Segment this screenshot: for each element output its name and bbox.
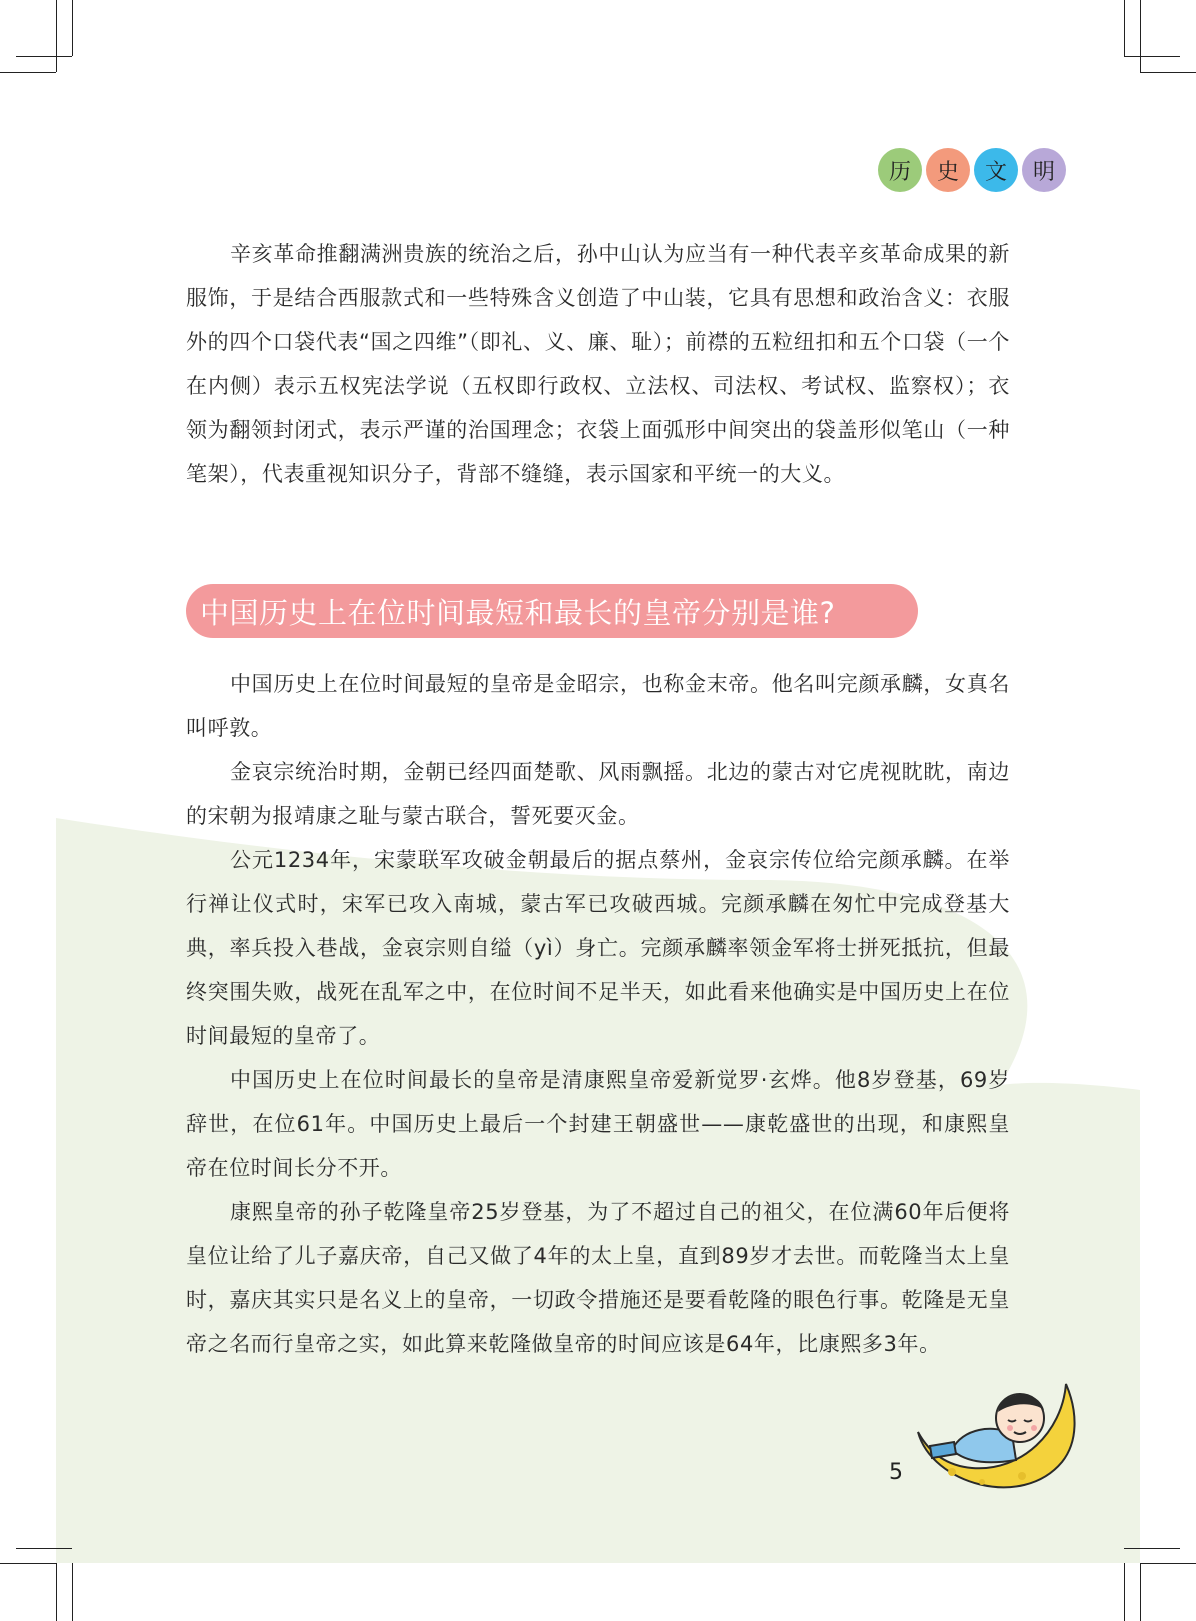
body-paragraph: 金哀宗统治时期，金朝已经四面楚歌、风雨飘摇。北边的蒙古对它虎视眈眈，南边的宋朝为报靖康之耻与蒙古联合，誓死要灭金。 — [186, 760, 1010, 828]
crop-mark — [72, 1563, 73, 1621]
crop-mark — [0, 72, 56, 73]
crop-mark — [72, 0, 73, 56]
crop-mark — [1140, 0, 1141, 72]
crop-mark — [56, 0, 57, 72]
crop-mark — [1124, 1563, 1125, 1621]
badge-shi: 史 — [926, 148, 970, 192]
crop-mark — [16, 1548, 72, 1549]
body-paragraph: 中国历史上在位时间最长的皇帝是清康熙皇帝爱新觉罗·玄烨。他8岁登基，69岁辞世，在位61年。中国历史上最后一个封建王朝盛世——康乾盛世的出现，和康熙皇帝在位时间长分不开。 — [186, 1068, 1010, 1180]
badge-ming: 明 — [1022, 148, 1066, 192]
badge-li: 历 — [878, 148, 922, 192]
crop-mark — [1124, 1548, 1180, 1549]
moon-boy-illustration — [912, 1372, 1080, 1502]
crop-mark — [1140, 1563, 1141, 1621]
crop-mark — [1124, 0, 1125, 56]
section-badges — [874, 148, 1066, 192]
crop-mark — [0, 1563, 56, 1564]
crop-mark — [1140, 1563, 1196, 1564]
section-heading — [186, 584, 918, 638]
section-body — [186, 662, 1010, 1366]
crop-mark — [1124, 56, 1180, 57]
body-paragraph: 中国历史上在位时间最短的皇帝是金昭宗，也称金末帝。他名叫完颜承麟，女真名叫呼敦。 — [186, 672, 1010, 740]
page-number: 5 — [889, 1460, 903, 1485]
crop-mark — [16, 56, 72, 57]
intro-text — [186, 232, 1010, 496]
badge-wen: 文 — [974, 148, 1018, 192]
section-heading-text: 中国历史上在位时间最短和最长的皇帝分别是谁? — [200, 595, 836, 630]
crop-mark — [1140, 72, 1196, 73]
crop-mark — [56, 1563, 57, 1621]
intro-paragraph: 辛亥革命推翻满洲贵族的统治之后，孙中山认为应当有一种代表辛亥革命成果的新服饰，于是结合西服款式和一些特殊含义创造了中山装，它具有思想和政治含义：衣服外的四个口袋代表“国之四维”（即礼、义、廉、耻）；前襟的五粒纽扣和五个口袋（一个在内侧）表示五权宪法学说（五权即行政权、立法权、司法权、考试权、监察权）；衣领为翻领封闭式，表示严谨的治国理念；衣袋上面弧形中间突出的袋盖形似笔山（一种笔架），代表重视知识分子，背部不缝缝，表示国家和平统一的大义。 — [186, 242, 1010, 486]
body-paragraph: 康熙皇帝的孙子乾隆皇帝25岁登基，为了不超过自己的祖父，在位满60年后便将皇位让给了儿子嘉庆帝，自己又做了4年的太上皇，直到89岁才去世。而乾隆当太上皇时，嘉庆其实只是名义上的皇帝，一切政令措施还是要看乾隆的眼色行事。乾隆是无皇帝之名而行皇帝之实，如此算来乾隆做皇帝的时间应该是64年，比康熙多3年。 — [186, 1200, 1010, 1356]
body-paragraph: 公元1234年，宋蒙联军攻破金朝最后的据点蔡州，金哀宗传位给完颜承麟。在举行禅让仪式时，宋军已攻入南城，蒙古军已攻破西城。完颜承麟在匆忙中完成登基大典，率兵投入巷战，金哀宗则自缢（yì）身亡。完颜承麟率领金军将士拼死抵抗，但最终突围失败，战死在乱军之中，在位时间不足半天，如此看来他确实是中国历史上在位时间最短的皇帝了。 — [186, 848, 1010, 1048]
